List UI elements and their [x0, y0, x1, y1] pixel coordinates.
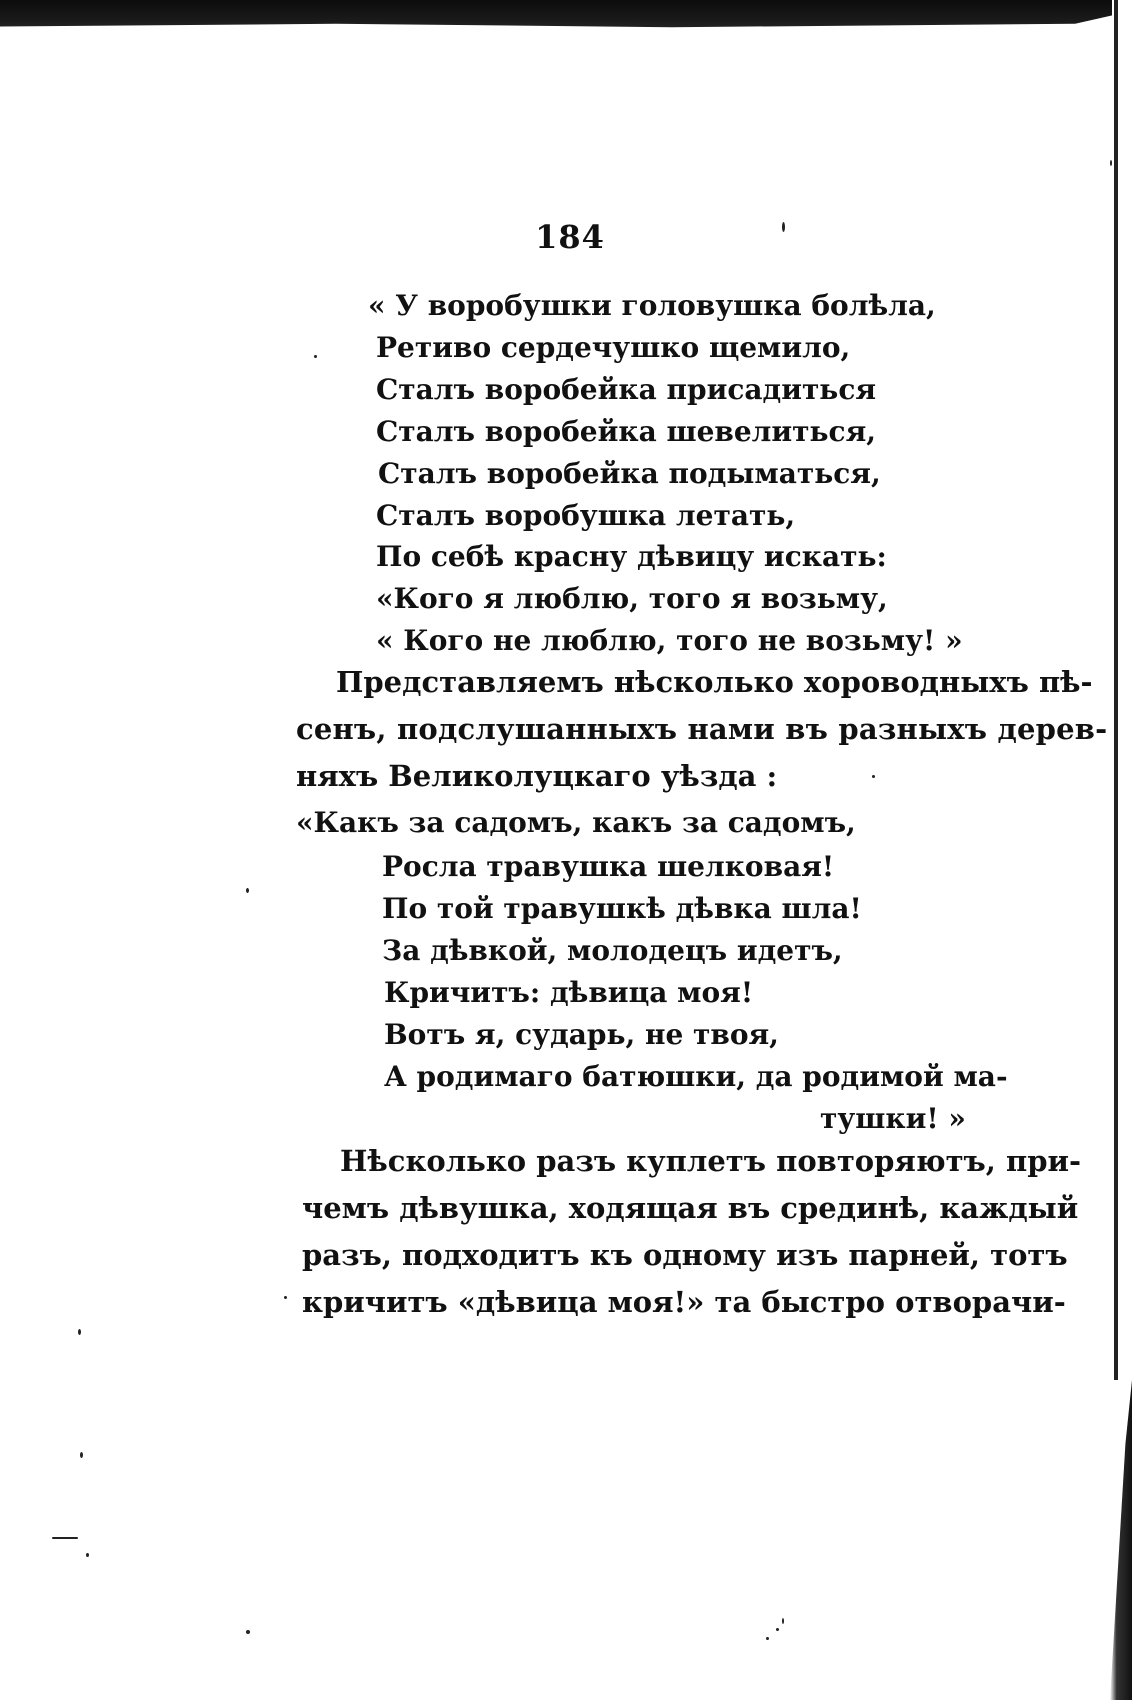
poem2-line: По той травушкѣ дѣвка шла! [382, 892, 862, 925]
poem1-line: « Кого не люблю, того не возьму! » [376, 624, 963, 657]
page-number: 184 [535, 218, 605, 256]
paragraph2-line: кричитъ «дѣвица моя!» та быстро отворачи- [302, 1285, 1066, 1319]
scan-speck [782, 222, 785, 232]
paragraph2-line: Нѣсколько разъ куплетъ повторяютъ, при- [340, 1144, 1082, 1178]
scan-speck [78, 1329, 81, 1335]
scan-speck [52, 1537, 78, 1539]
poem1-line: Сталъ воробушка летать, [376, 499, 796, 532]
top-scan-border [0, 0, 1120, 34]
scan-speck [284, 1296, 287, 1299]
poem1-line: « У воробушки головушка болѣла, [368, 289, 936, 322]
poem2-line: Вотъ я, сударь, не твоя, [384, 1018, 779, 1051]
poem2-line: А родимаго батюшки, да родимой ма- [384, 1060, 1008, 1093]
poem1-line: Сталъ воробейка шевелиться, [376, 415, 877, 448]
scan-speck [782, 1618, 784, 1624]
poem2-line: За дѣвкой, молодецъ идетъ, [382, 934, 843, 967]
paragraph1-line: сенъ, подслушанныхъ нами въ разныхъ дерев- [296, 712, 1108, 746]
paragraph2-line: чемъ дѣвушка, ходящая въ срединѣ, каждый [302, 1191, 1079, 1225]
scan-speck [80, 1452, 83, 1458]
poem1-line: Сталъ воробейка подыматься, [378, 457, 881, 490]
poem1-line: Сталъ воробейка присадиться [376, 373, 877, 406]
scan-speck [766, 1637, 769, 1640]
scan-speck [246, 1630, 250, 1634]
poem2-line: тушки! » [820, 1102, 966, 1135]
scan-speck [776, 1628, 779, 1631]
paragraph1-line: Представляемъ нѣсколько хороводныхъ пѣ- [336, 665, 1093, 699]
poem2-line: Кричитъ: дѣвица моя! [384, 976, 754, 1009]
poem1-line: По себѣ красну дѣвицу искать: [376, 540, 887, 573]
scan-speck [1110, 160, 1112, 166]
poem2-line: «Какъ за садомъ, какъ за садомъ, [296, 806, 856, 839]
paragraph2-line: разъ, подходитъ къ одному изъ парней, тотъ [302, 1238, 1068, 1272]
scan-speck [314, 355, 317, 358]
scan-speck [86, 1553, 89, 1557]
right-scan-border [1114, 0, 1118, 1380]
poem1-line: Ретиво сердечушко щемило, [376, 331, 851, 364]
poem2-line: Росла травушка шелковая! [382, 850, 835, 883]
paragraph1-line: няхъ Великолуцкаго уѣзда : [296, 759, 778, 793]
scan-speck [246, 888, 249, 893]
poem1-line: «Кого я люблю, того я возьму, [376, 582, 888, 615]
scan-speck [872, 775, 875, 778]
